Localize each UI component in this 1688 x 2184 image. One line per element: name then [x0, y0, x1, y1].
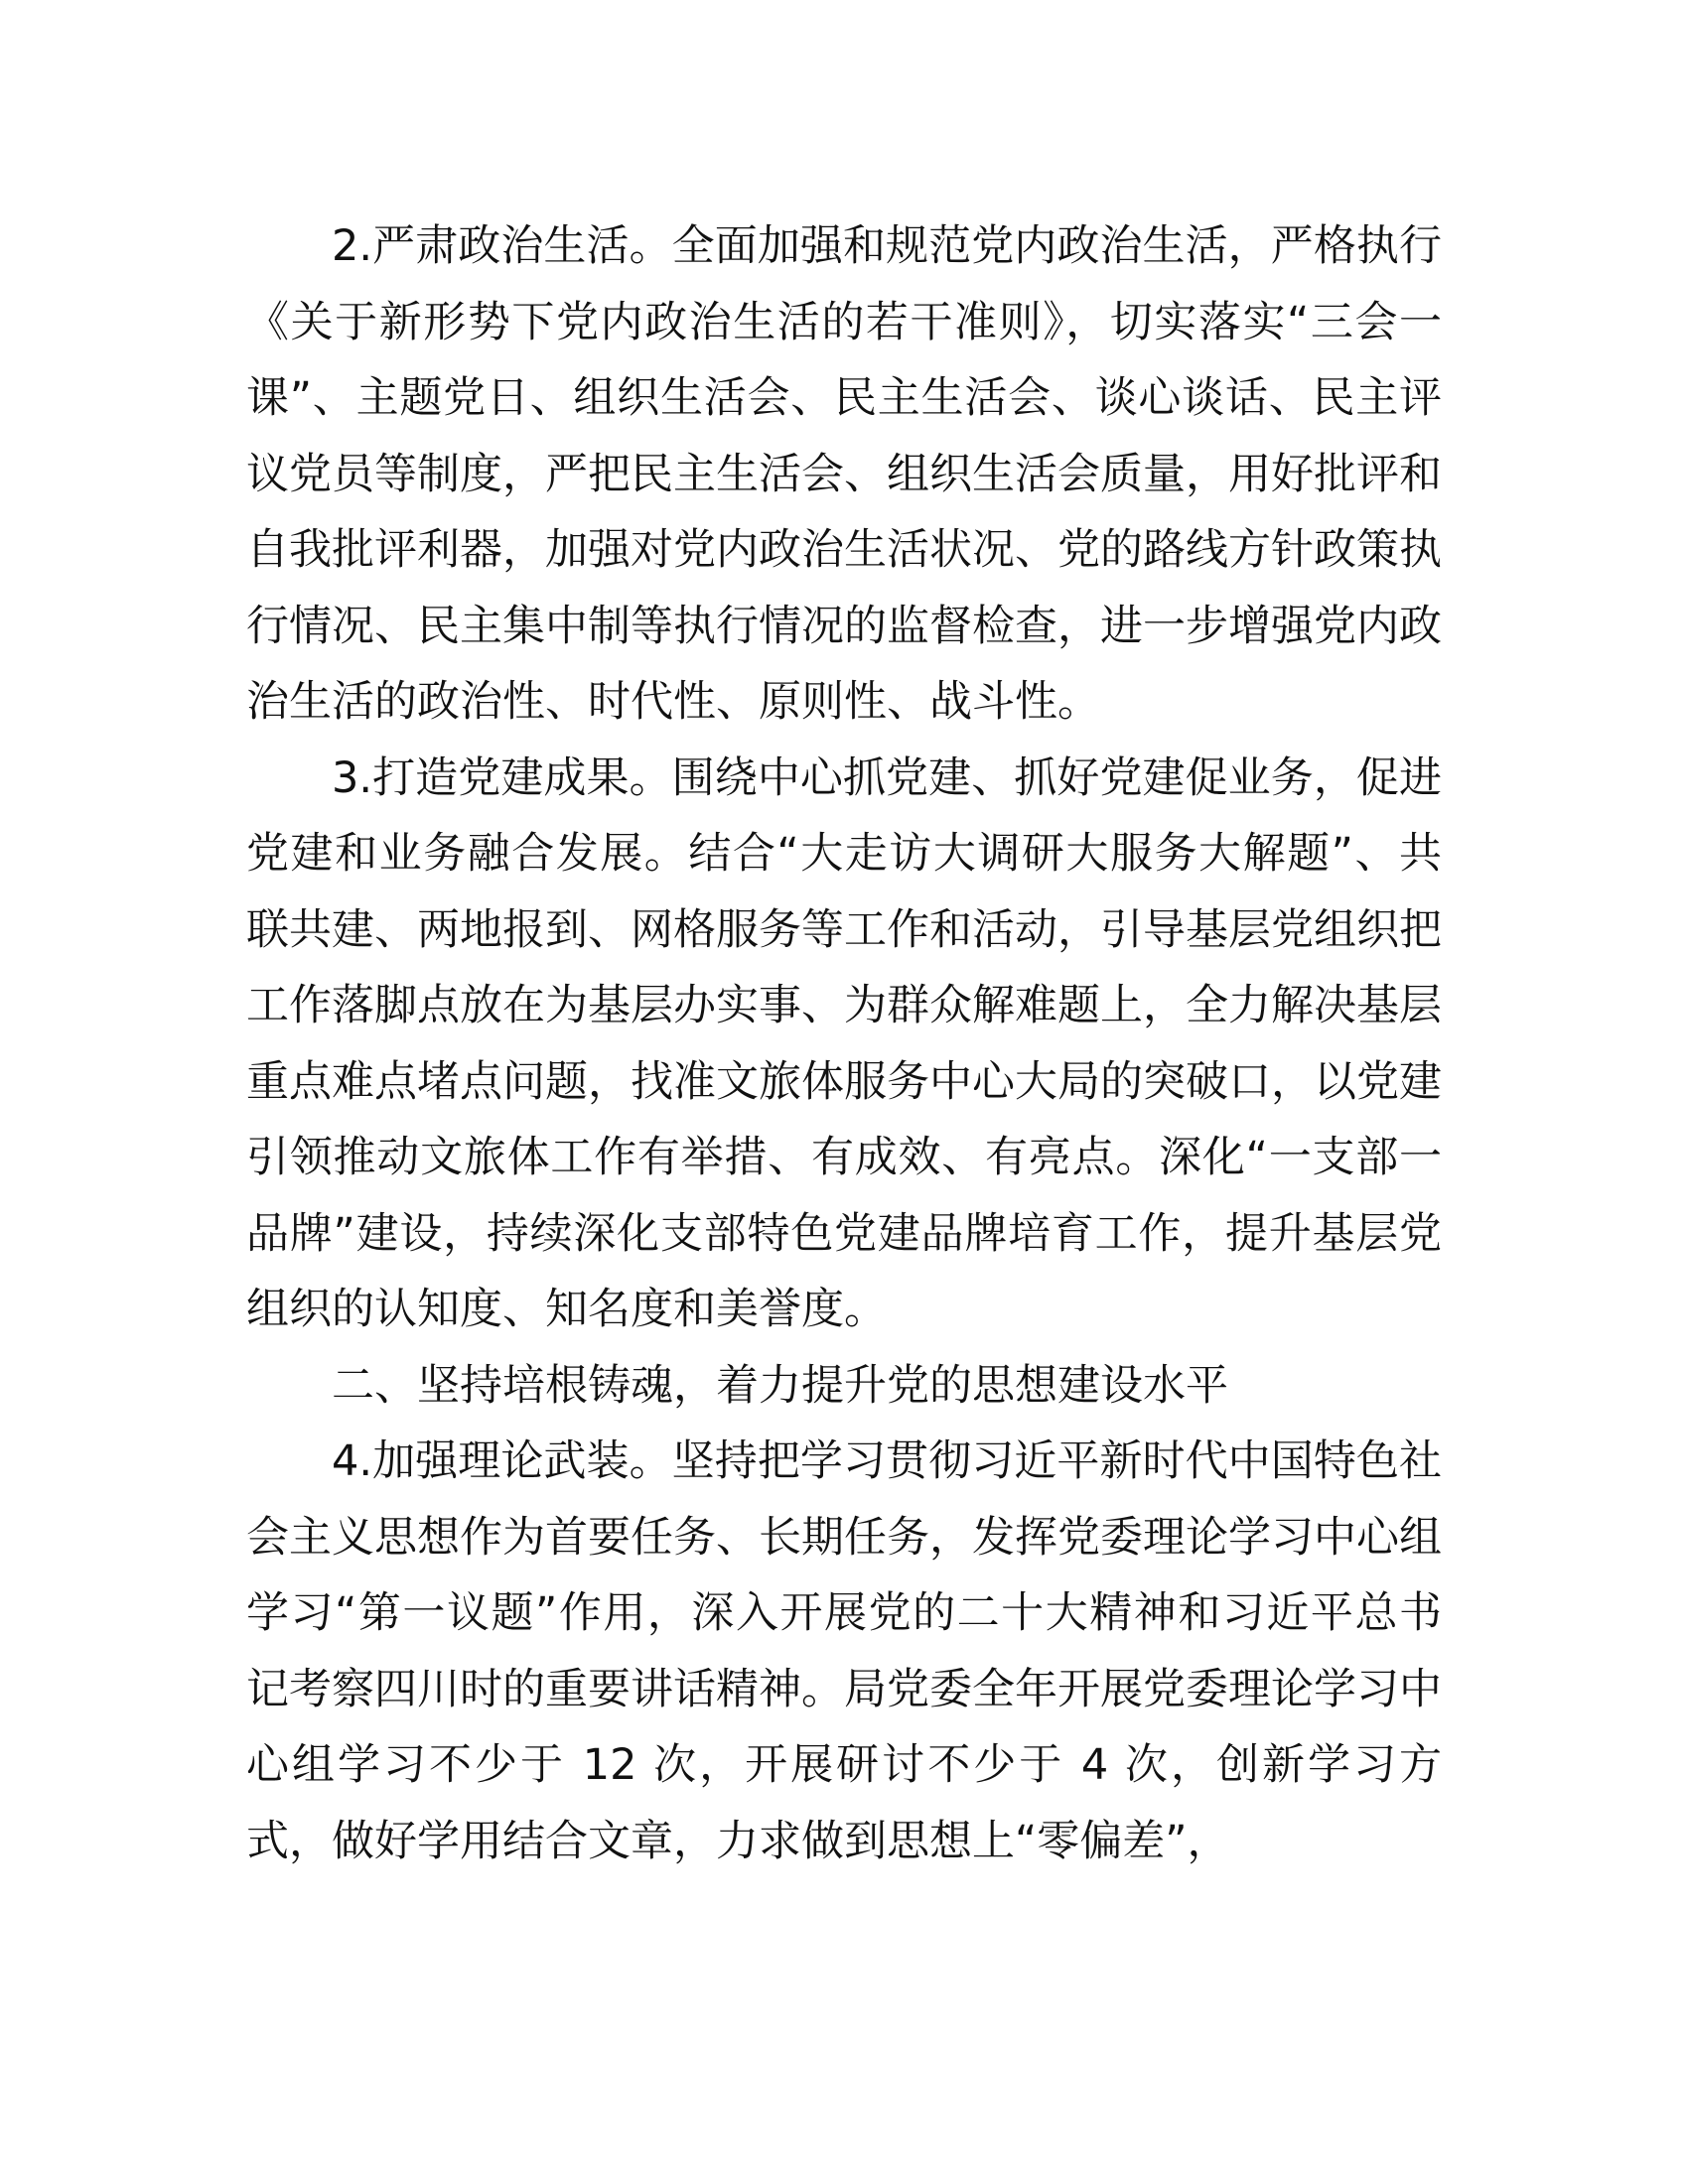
paragraph-party-building-results: 3.打造党建成果。围绕中心抓党建、抓好党建促业务，促进党建和业务融合发展。结合“大走访大调研大服务大解题”、共联共建、两地报到、网格服务等工作和活动，引导基层党组织把工作落脚点放在为基层办实事、为群众解难题上，全力解决基层重点难点堵点问题，找准文旅体服务中心大局的突破口，以党建引领推动文旅体工作有举措、有成效、有亮点。深化“一支部一品牌”建设，持续深化支部特色党建品牌培育工作，提升基层党组织的认知度、知名度和美誉度。: [246, 752, 1442, 1334]
paragraph-political-life: 2.严肃政治生活。全面加强和规范党内政治生活，严格执行《关于新形势下党内政治生活的若干准则》，切实落实“三会一课”、主题党日、组织生活会、民主生活会、谈心谈话、民主评议党员等制度，严把民主生活会、组织生活会质量，用好批评和自我批评利器，加强对党内政治生活状况、党的路线方针政策执行情况、民主集中制等执行情况的监督检查，进一步增强党内政治生活的政治性、时代性、原则性、战斗性。: [246, 221, 1442, 727]
document-body: [246, 208, 1442, 1879]
section-heading-ideological-building: 二、坚持培根铸魂，着力提升党的思想建设水平: [332, 1360, 1228, 1411]
paragraph-theoretical-study: 4.加强理论武装。坚持把学习贯彻习近平新时代中国特色社会主义思想作为首要任务、长期任务，发挥党委理论学习中心组学习“第一议题”作用，深入开展党的二十大精神和习近平总书记考察四川时的重要讲话精神。局党委全年开展党委理论学习中心组学习不少于 12 次，开展研讨不少于 4 次，创新学习方式，做好学用结合文章，力求做到思想上“零偏差”，: [246, 1436, 1442, 1866]
